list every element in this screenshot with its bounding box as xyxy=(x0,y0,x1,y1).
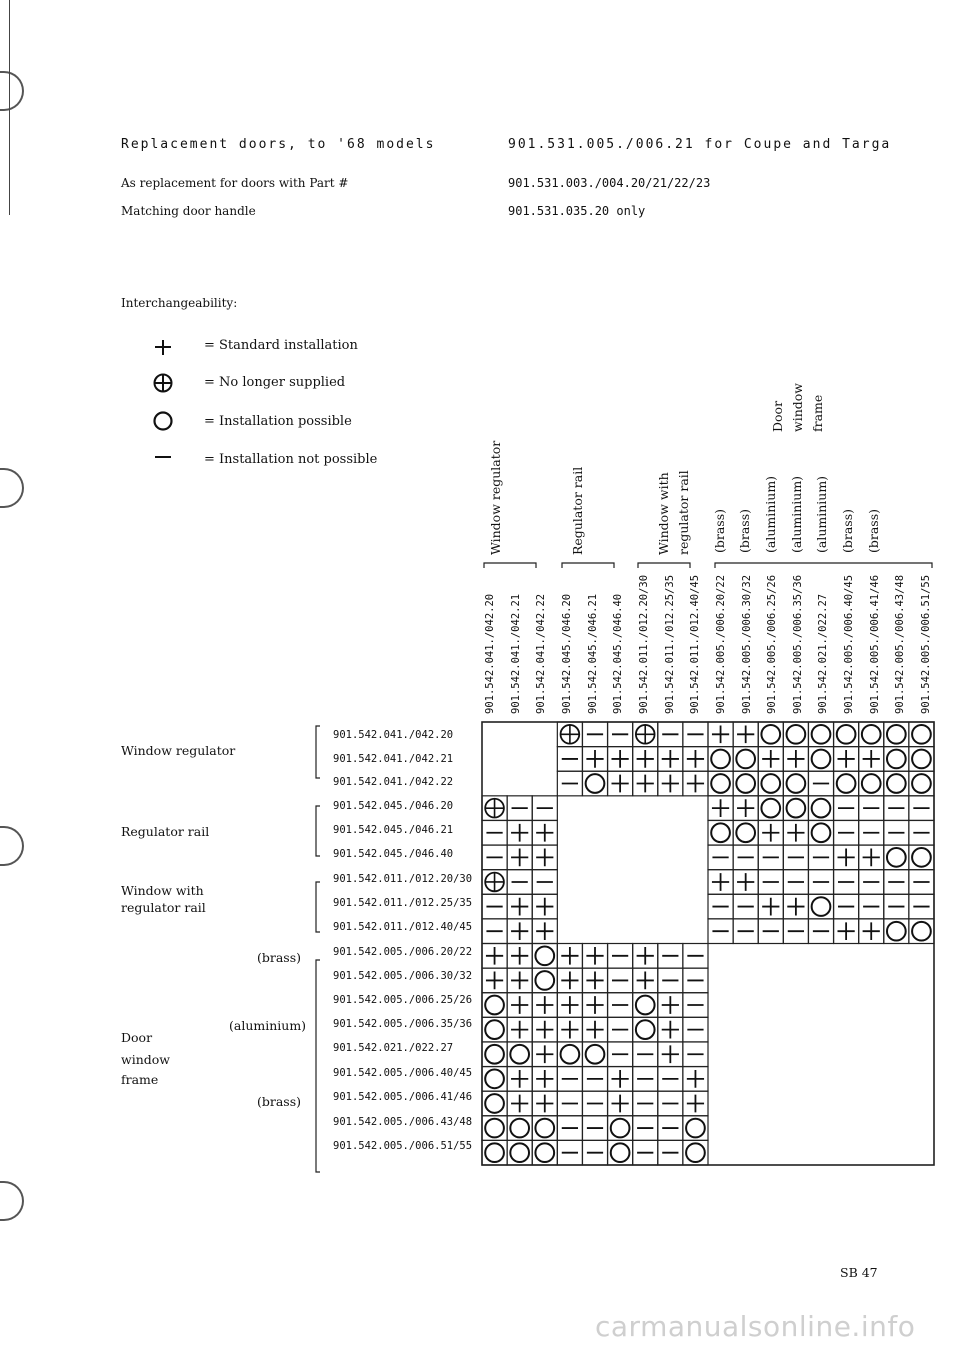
plus-mark xyxy=(687,750,704,768)
column-part-number: 901.542.005./006.35/36 xyxy=(792,574,804,714)
plus-mark xyxy=(611,775,628,793)
page-ref: SB 47 xyxy=(840,1265,878,1280)
plus-mark xyxy=(863,922,880,940)
plus-mark xyxy=(712,725,729,743)
circle-mark xyxy=(535,946,554,965)
circle-mark xyxy=(787,774,806,793)
plus-mark xyxy=(737,725,754,743)
circle-mark xyxy=(586,1045,605,1064)
column-part-number: 901.542.041./042.22 xyxy=(535,593,547,714)
circle-mark xyxy=(736,774,755,793)
circle-mark xyxy=(912,750,931,769)
circle-mark xyxy=(812,897,831,916)
circle-mark xyxy=(887,774,906,793)
circle-mark xyxy=(761,799,780,818)
group-window-with-line1: Window with xyxy=(121,883,204,898)
replacement-value: 901.531.003./004.20/21/22/23 xyxy=(508,176,711,190)
plus-mark xyxy=(662,775,679,793)
plus-mark xyxy=(511,947,528,965)
circle-mark xyxy=(686,1119,705,1138)
col-material: (aluminium) xyxy=(763,475,778,553)
plus-mark xyxy=(511,1070,528,1088)
circle-mark xyxy=(510,1143,529,1162)
plus-mark xyxy=(737,873,754,891)
circle-mark xyxy=(812,725,831,744)
circle-mark xyxy=(736,823,755,842)
plus-mark xyxy=(511,824,528,842)
col-group-window-with-line2: regulator rail xyxy=(676,470,691,555)
legend-possible: = Installation possible xyxy=(204,414,352,429)
plus-mark xyxy=(586,947,603,965)
plus-mark xyxy=(637,947,654,965)
circle-mark xyxy=(912,848,931,867)
plus-mark xyxy=(511,898,528,916)
col-material: (brass) xyxy=(712,508,727,553)
plus-mark xyxy=(687,1070,704,1088)
plus-mark xyxy=(762,824,779,842)
row-part-number: 901.542.021./022.27 xyxy=(333,1042,454,1054)
circle-mark xyxy=(887,725,906,744)
plus-mark xyxy=(486,947,503,965)
plus-mark xyxy=(611,750,628,768)
column-part-number: 901.542.021./022.27 xyxy=(817,593,829,714)
circle-mark xyxy=(812,750,831,769)
column-part-number: 901.542.011./012.40/45 xyxy=(689,574,701,714)
col-group-regulator-rail: Regulator rail xyxy=(570,466,585,555)
col-material: (brass) xyxy=(866,508,881,553)
circle-mark xyxy=(787,725,806,744)
door-handle-label: Matching door handle xyxy=(121,204,256,218)
column-part-number: 901.542.005./006.25/26 xyxy=(766,574,778,714)
replacement-label: As replacement for doors with Part # xyxy=(121,176,349,190)
circle-mark xyxy=(912,725,931,744)
col-material: (brass) xyxy=(840,508,855,553)
plus-mark xyxy=(536,1070,553,1088)
plus-mark xyxy=(586,972,603,990)
circle-mark xyxy=(535,971,554,990)
circle-mark xyxy=(887,750,906,769)
plus-mark xyxy=(787,824,804,842)
circle-mark xyxy=(485,1094,504,1113)
plus-mark xyxy=(837,750,854,768)
circle-mark xyxy=(812,823,831,842)
watermark: carmanualsonline.info xyxy=(595,1310,916,1343)
circle-mark xyxy=(485,1119,504,1138)
col-material: (aluminium) xyxy=(789,475,804,553)
row-part-number: 901.542.045./046.40 xyxy=(333,848,454,860)
row-part-number: 901.542.045./046.21 xyxy=(333,824,454,836)
column-part-number: 901.542.045./046.20 xyxy=(561,593,573,714)
circle-mark xyxy=(887,922,906,941)
row-part-number: 901.542.041./042.20 xyxy=(333,729,454,741)
plus-mark xyxy=(762,898,779,916)
column-part-number: 901.542.041./042.21 xyxy=(510,593,522,714)
column-part-number: 901.542.041./042.20 xyxy=(484,593,496,714)
legend-not-possible: = Installation not possible xyxy=(204,452,378,467)
plus-mark xyxy=(561,996,578,1014)
col-group-window-regulator: Window regulator xyxy=(488,440,503,555)
column-part-number: 901.542.005./006.41/46 xyxy=(869,574,881,714)
circle-mark xyxy=(837,725,856,744)
group-door-line2: window xyxy=(121,1052,170,1067)
plus-mark xyxy=(561,1021,578,1039)
plus-mark xyxy=(586,1021,603,1039)
plus-mark xyxy=(637,750,654,768)
row-part-number: 901.542.005./006.43/48 xyxy=(333,1116,473,1128)
plus-mark xyxy=(611,1095,628,1113)
plus-mark xyxy=(762,750,779,768)
column-part-number: 901.542.005./006.20/22 xyxy=(715,574,727,714)
group-window-with-line2: regulator rail xyxy=(121,900,206,915)
plus-mark xyxy=(536,898,553,916)
column-part-number: 901.542.005./006.40/45 xyxy=(843,574,855,714)
circle-mark xyxy=(711,823,730,842)
circle-mark xyxy=(736,750,755,769)
plus-mark xyxy=(536,996,553,1014)
plus-mark xyxy=(637,972,654,990)
circle-mark xyxy=(787,799,806,818)
circle-mark xyxy=(711,774,730,793)
plus-mark xyxy=(561,972,578,990)
circle-mark xyxy=(535,1143,554,1162)
column-part-number: 901.542.011./012.25/35 xyxy=(664,574,676,714)
column-part-number: 901.542.005./006.51/55 xyxy=(920,574,932,714)
row-part-number: 901.542.005./006.35/36 xyxy=(333,1018,473,1030)
circle-mark xyxy=(711,750,730,769)
row-part-number: 901.542.005./006.41/46 xyxy=(333,1091,473,1103)
plus-mark xyxy=(536,922,553,940)
circle-mark xyxy=(611,1143,630,1162)
circle-mark xyxy=(837,774,856,793)
group-brass-bottom: (brass) xyxy=(257,1094,302,1109)
col-material: (brass) xyxy=(737,508,752,553)
plus-mark xyxy=(837,922,854,940)
plus-mark xyxy=(863,849,880,867)
plus-mark xyxy=(561,947,578,965)
circle-mark xyxy=(761,725,780,744)
legend-title: Interchangeability: xyxy=(121,296,238,310)
door-handle-value: 901.531.035.20 only xyxy=(508,204,646,218)
left-title: Replacement doors, to '68 models xyxy=(121,137,436,152)
plus-mark xyxy=(536,1045,553,1063)
col-group-door-line3: frame xyxy=(810,394,825,432)
plus-mark xyxy=(536,824,553,842)
row-part-number: 901.542.011./012.20/30 xyxy=(333,873,473,885)
circle-mark xyxy=(761,774,780,793)
row-part-number: 901.542.011./012.40/45 xyxy=(333,921,473,933)
plus-mark xyxy=(737,799,754,817)
plus-mark xyxy=(637,775,654,793)
group-regulator-rail: Regulator rail xyxy=(121,824,210,839)
group-window-regulator: Window regulator xyxy=(121,743,236,758)
plus-mark xyxy=(486,972,503,990)
row-part-number: 901.542.041./042.22 xyxy=(333,776,454,788)
plus-mark xyxy=(511,972,528,990)
row-part-number: 901.542.011./012.25/35 xyxy=(333,897,473,909)
col-group-window-with-line1: Window with xyxy=(656,472,671,555)
column-part-number: 901.542.045./046.40 xyxy=(612,593,624,714)
plus-mark xyxy=(586,750,603,768)
plus-mark xyxy=(687,775,704,793)
col-group-door-line1: Door xyxy=(770,400,785,432)
plus-mark xyxy=(511,996,528,1014)
column-part-number: 901.542.045./046.21 xyxy=(587,593,599,714)
plus-mark xyxy=(511,922,528,940)
circle-mark xyxy=(485,1070,504,1089)
row-part-number: 901.542.005./006.40/45 xyxy=(333,1067,473,1079)
circle-mark xyxy=(812,799,831,818)
plus-mark xyxy=(787,750,804,768)
plus-mark xyxy=(536,1095,553,1113)
legend-no-longer: = No longer supplied xyxy=(204,375,346,390)
circle-mark xyxy=(686,1143,705,1162)
col-group-door-line2: window xyxy=(790,383,805,432)
plus-mark xyxy=(586,996,603,1014)
col-material: (aluminium) xyxy=(814,475,829,553)
column-part-number: 901.542.005./006.43/48 xyxy=(894,574,906,714)
plus-mark xyxy=(511,1095,528,1113)
group-door-line3: frame xyxy=(121,1072,159,1087)
circle-mark xyxy=(912,922,931,941)
row-part-number: 901.542.005./006.51/55 xyxy=(333,1140,473,1152)
plus-mark xyxy=(511,1021,528,1039)
plus-mark xyxy=(712,873,729,891)
column-part-number: 901.542.011./012.20/30 xyxy=(638,574,650,714)
circle-mark xyxy=(636,1020,655,1039)
row-part-number: 901.542.041./042.21 xyxy=(333,753,454,765)
plus-mark xyxy=(863,750,880,768)
plus-mark xyxy=(662,996,679,1014)
plus-mark xyxy=(837,849,854,867)
group-brass-top: (brass) xyxy=(257,950,302,965)
circle-mark xyxy=(535,1119,554,1138)
circle-mark xyxy=(510,1119,529,1138)
plus-mark xyxy=(787,898,804,916)
plus-mark xyxy=(511,849,528,867)
circle-mark xyxy=(862,725,881,744)
plus-mark xyxy=(536,849,553,867)
row-part-number: 901.542.005./006.20/22 xyxy=(333,946,473,958)
circle-mark xyxy=(510,1045,529,1064)
plus-mark xyxy=(662,1021,679,1039)
circle-mark xyxy=(611,1119,630,1138)
plus-mark xyxy=(536,1021,553,1039)
plus-mark xyxy=(611,1070,628,1088)
circle-mark xyxy=(636,996,655,1015)
legend-standard: = Standard installation xyxy=(204,338,358,353)
circle-mark xyxy=(561,1045,580,1064)
circle-mark xyxy=(862,774,881,793)
circle-mark xyxy=(485,1143,504,1162)
row-part-number: 901.542.045./046.20 xyxy=(333,800,454,812)
circle-mark xyxy=(485,1020,504,1039)
plus-mark xyxy=(662,750,679,768)
row-part-number: 901.542.005./006.25/26 xyxy=(333,994,473,1006)
plus-mark xyxy=(662,1045,679,1063)
circle-mark xyxy=(586,774,605,793)
plus-mark xyxy=(712,799,729,817)
right-title: 901.531.005./006.21 for Coupe and Targa xyxy=(508,137,892,152)
row-part-number: 901.542.005./006.30/32 xyxy=(333,970,473,982)
circle-mark xyxy=(485,996,504,1015)
circle-mark xyxy=(485,1045,504,1064)
circle-mark xyxy=(912,774,931,793)
group-door-line1: Door xyxy=(121,1030,153,1045)
column-part-number: 901.542.005./006.30/32 xyxy=(741,574,753,714)
circle-mark xyxy=(887,848,906,867)
plus-mark xyxy=(687,1095,704,1113)
group-aluminium: (aluminium) xyxy=(229,1018,307,1033)
